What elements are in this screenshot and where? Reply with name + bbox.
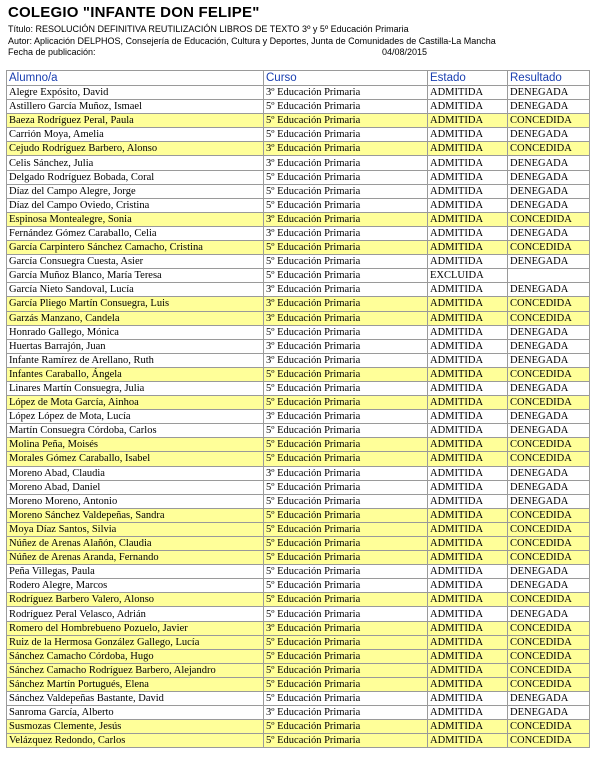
cell-resultado: CONCEDIDA	[508, 367, 590, 381]
cell-estado: ADMITIDA	[428, 100, 508, 114]
cell-estado: EXCLUIDA	[428, 269, 508, 283]
cell-alumno: Peña Villegas, Paula	[7, 565, 264, 579]
cell-alumno: García Pliego Martín Consuegra, Luis	[7, 297, 264, 311]
cell-alumno: Núñez de Arenas Aranda, Fernando	[7, 551, 264, 565]
table-row	[7, 593, 590, 607]
cell-alumno: Moreno Abad, Daniel	[7, 480, 264, 494]
cell-resultado: DENEGADA	[508, 480, 590, 494]
cell-alumno: Infante Ramírez de Arellano, Ruth	[7, 353, 264, 367]
table-row	[7, 579, 590, 593]
cell-curso: 5º Educación Primaria	[264, 508, 428, 522]
cell-alumno: Molina Peña, Moisés	[7, 438, 264, 452]
cell-resultado: CONCEDIDA	[508, 311, 590, 325]
cell-alumno: López López de Mota, Lucía	[7, 410, 264, 424]
table-row	[7, 551, 590, 565]
cell-resultado: DENEGADA	[508, 579, 590, 593]
cell-alumno: Ruiz de la Hermosa González Gallego, Lucía	[7, 635, 264, 649]
table-row	[7, 424, 590, 438]
cell-curso: 3º Educación Primaria	[264, 410, 428, 424]
table-header-row	[7, 71, 590, 86]
cell-estado: ADMITIDA	[428, 480, 508, 494]
table-row	[7, 522, 590, 536]
cell-alumno: Garzás Manzano, Candela	[7, 311, 264, 325]
cell-curso: 3º Educación Primaria	[264, 297, 428, 311]
table-row	[7, 607, 590, 621]
cell-estado: ADMITIDA	[428, 720, 508, 734]
cell-alumno: Rodríguez Peral Velasco, Adrián	[7, 607, 264, 621]
cell-estado: ADMITIDA	[428, 706, 508, 720]
cell-curso: 5º Educación Primaria	[264, 677, 428, 691]
cell-estado: ADMITIDA	[428, 325, 508, 339]
table-row	[7, 621, 590, 635]
cell-curso: 5º Educación Primaria	[264, 170, 428, 184]
cell-curso: 5º Educación Primaria	[264, 255, 428, 269]
publication-date-label: Fecha de publicación:	[8, 47, 96, 57]
cell-resultado: DENEGADA	[508, 255, 590, 269]
cell-alumno: Moya Díaz Santos, Silvia	[7, 522, 264, 536]
document-author: Autor: Aplicación DELPHOS, Consejería de Educación, Cultura y Deportes, Junta de Comunidades de Castilla-La Mancha	[8, 36, 496, 46]
cell-curso: 5º Educación Primaria	[264, 720, 428, 734]
cell-alumno: Linares Martín Consuegra, Julia	[7, 381, 264, 395]
cell-resultado: CONCEDIDA	[508, 621, 590, 635]
cell-alumno: Huertas Barrajón, Juan	[7, 339, 264, 353]
cell-resultado: CONCEDIDA	[508, 508, 590, 522]
table-row	[7, 396, 590, 410]
table-row	[7, 677, 590, 691]
cell-alumno: Díaz del Campo Alegre, Jorge	[7, 184, 264, 198]
cell-resultado: DENEGADA	[508, 381, 590, 395]
cell-alumno: Moreno Sánchez Valdepeñas, Sandra	[7, 508, 264, 522]
cell-estado: ADMITIDA	[428, 339, 508, 353]
cell-resultado: CONCEDIDA	[508, 212, 590, 226]
cell-resultado: CONCEDIDA	[508, 720, 590, 734]
cell-curso: 3º Educación Primaria	[264, 156, 428, 170]
table-row	[7, 114, 590, 128]
cell-resultado: DENEGADA	[508, 325, 590, 339]
cell-resultado: CONCEDIDA	[508, 551, 590, 565]
cell-resultado: DENEGADA	[508, 424, 590, 438]
cell-resultado: DENEGADA	[508, 226, 590, 240]
cell-estado: ADMITIDA	[428, 128, 508, 142]
cell-estado: ADMITIDA	[428, 283, 508, 297]
cell-resultado: CONCEDIDA	[508, 663, 590, 677]
column-header-resultado: Resultado	[508, 71, 590, 86]
cell-curso: 5º Educación Primaria	[264, 635, 428, 649]
cell-resultado: DENEGADA	[508, 198, 590, 212]
table-row	[7, 283, 590, 297]
table-row	[7, 184, 590, 198]
cell-estado: ADMITIDA	[428, 635, 508, 649]
table-row	[7, 480, 590, 494]
cell-estado: ADMITIDA	[428, 142, 508, 156]
cell-curso: 5º Educación Primaria	[264, 649, 428, 663]
cell-estado: ADMITIDA	[428, 156, 508, 170]
cell-curso: 3º Educación Primaria	[264, 212, 428, 226]
table-row	[7, 311, 590, 325]
cell-resultado: CONCEDIDA	[508, 522, 590, 536]
cell-resultado: CONCEDIDA	[508, 396, 590, 410]
cell-estado: ADMITIDA	[428, 593, 508, 607]
cell-resultado: CONCEDIDA	[508, 297, 590, 311]
cell-alumno: Fernández Gómez Caraballo, Celia	[7, 226, 264, 240]
table-row	[7, 353, 590, 367]
cell-resultado: CONCEDIDA	[508, 114, 590, 128]
table-row	[7, 649, 590, 663]
cell-curso: 5º Educación Primaria	[264, 128, 428, 142]
cell-estado: ADMITIDA	[428, 114, 508, 128]
cell-curso: 3º Educación Primaria	[264, 339, 428, 353]
cell-alumno: Sánchez Camacho Rodríguez Barbero, Alejandro	[7, 663, 264, 677]
cell-alumno: Carrión Moya, Amelia	[7, 128, 264, 142]
cell-alumno: Díaz del Campo Oviedo, Cristina	[7, 198, 264, 212]
cell-resultado: DENEGADA	[508, 100, 590, 114]
cell-estado: ADMITIDA	[428, 537, 508, 551]
cell-resultado: DENEGADA	[508, 128, 590, 142]
column-header-estado: Estado	[428, 71, 508, 86]
cell-curso: 5º Educación Primaria	[264, 537, 428, 551]
cell-alumno: García Muñoz Blanco, María Teresa	[7, 269, 264, 283]
table-row	[7, 466, 590, 480]
cell-estado: ADMITIDA	[428, 212, 508, 226]
cell-estado: ADMITIDA	[428, 494, 508, 508]
cell-alumno: Cejudo Rodríguez Barbero, Alonso	[7, 142, 264, 156]
cell-resultado: DENEGADA	[508, 565, 590, 579]
cell-estado: ADMITIDA	[428, 353, 508, 367]
cell-resultado: DENEGADA	[508, 184, 590, 198]
table-row	[7, 410, 590, 424]
cell-resultado: DENEGADA	[508, 692, 590, 706]
cell-estado: ADMITIDA	[428, 438, 508, 452]
cell-curso: 5º Educación Primaria	[264, 438, 428, 452]
cell-curso: 5º Educación Primaria	[264, 198, 428, 212]
table-row	[7, 565, 590, 579]
cell-resultado: DENEGADA	[508, 410, 590, 424]
cell-curso: 3º Educación Primaria	[264, 283, 428, 297]
cell-alumno: Romero del Hombrebueno Pozuelo, Javier	[7, 621, 264, 635]
cell-estado: ADMITIDA	[428, 255, 508, 269]
cell-estado: ADMITIDA	[428, 184, 508, 198]
cell-resultado: DENEGADA	[508, 86, 590, 100]
cell-curso: 3º Educación Primaria	[264, 86, 428, 100]
cell-alumno: Infantes Caraballo, Ángela	[7, 367, 264, 381]
cell-curso: 3º Educación Primaria	[264, 621, 428, 635]
cell-estado: ADMITIDA	[428, 367, 508, 381]
cell-alumno: Espinosa Montealegre, Sonia	[7, 212, 264, 226]
cell-alumno: Delgado Rodríguez Bobada, Coral	[7, 170, 264, 184]
cell-curso: 5º Educación Primaria	[264, 367, 428, 381]
table-row	[7, 339, 590, 353]
cell-curso: 5º Educación Primaria	[264, 593, 428, 607]
cell-curso: 5º Educación Primaria	[264, 100, 428, 114]
cell-resultado: DENEGADA	[508, 607, 590, 621]
cell-estado: ADMITIDA	[428, 522, 508, 536]
cell-estado: ADMITIDA	[428, 565, 508, 579]
cell-resultado	[508, 269, 590, 283]
cell-resultado: CONCEDIDA	[508, 593, 590, 607]
cell-resultado: DENEGADA	[508, 283, 590, 297]
table-row	[7, 325, 590, 339]
cell-curso: 5º Educación Primaria	[264, 424, 428, 438]
table-row	[7, 297, 590, 311]
cell-resultado: CONCEDIDA	[508, 142, 590, 156]
cell-alumno: Sánchez Martín Portugués, Elena	[7, 677, 264, 691]
cell-alumno: López de Mota García, Ainhoa	[7, 396, 264, 410]
cell-alumno: Susmozas Clemente, Jesús	[7, 720, 264, 734]
table-row	[7, 508, 590, 522]
cell-alumno: Astillero García Muñoz, Ismael	[7, 100, 264, 114]
cell-alumno: Martín Consuegra Córdoba, Carlos	[7, 424, 264, 438]
cell-curso: 5º Educación Primaria	[264, 522, 428, 536]
cell-estado: ADMITIDA	[428, 86, 508, 100]
table-row	[7, 635, 590, 649]
cell-curso: 5º Educación Primaria	[264, 480, 428, 494]
table-row	[7, 734, 590, 748]
cell-curso: 5º Educación Primaria	[264, 269, 428, 283]
table-row	[7, 198, 590, 212]
cell-curso: 3º Educación Primaria	[264, 311, 428, 325]
cell-estado: ADMITIDA	[428, 424, 508, 438]
cell-estado: ADMITIDA	[428, 381, 508, 395]
cell-alumno: García Nieto Sandoval, Lucía	[7, 283, 264, 297]
table-row	[7, 212, 590, 226]
cell-resultado: CONCEDIDA	[508, 635, 590, 649]
cell-curso: 3º Educación Primaria	[264, 353, 428, 367]
document-title: COLEGIO "INFANTE DON FELIPE"	[8, 4, 260, 21]
cell-estado: ADMITIDA	[428, 579, 508, 593]
cell-resultado: CONCEDIDA	[508, 452, 590, 466]
cell-curso: 5º Educación Primaria	[264, 607, 428, 621]
cell-resultado: CONCEDIDA	[508, 438, 590, 452]
cell-alumno: García Consuegra Cuesta, Asier	[7, 255, 264, 269]
cell-estado: ADMITIDA	[428, 734, 508, 748]
cell-resultado: DENEGADA	[508, 339, 590, 353]
cell-resultado: CONCEDIDA	[508, 241, 590, 255]
cell-alumno: Rodríguez Barbero Valero, Alonso	[7, 593, 264, 607]
table-row	[7, 720, 590, 734]
cell-resultado: DENEGADA	[508, 156, 590, 170]
cell-alumno: Baeza Rodríguez Peral, Paula	[7, 114, 264, 128]
table-row	[7, 537, 590, 551]
table-row	[7, 86, 590, 100]
cell-alumno: Alegre Expósito, David	[7, 86, 264, 100]
table-row	[7, 452, 590, 466]
cell-curso: 5º Educación Primaria	[264, 734, 428, 748]
table-row	[7, 170, 590, 184]
cell-estado: ADMITIDA	[428, 649, 508, 663]
cell-curso: 3º Educación Primaria	[264, 226, 428, 240]
cell-estado: ADMITIDA	[428, 452, 508, 466]
cell-curso: 5º Educación Primaria	[264, 396, 428, 410]
cell-curso: 5º Educación Primaria	[264, 241, 428, 255]
cell-curso: 5º Educación Primaria	[264, 551, 428, 565]
cell-alumno: García Carpintero Sánchez Camacho, Cristina	[7, 241, 264, 255]
cell-resultado: DENEGADA	[508, 170, 590, 184]
cell-estado: ADMITIDA	[428, 410, 508, 424]
cell-estado: ADMITIDA	[428, 170, 508, 184]
cell-resultado: DENEGADA	[508, 494, 590, 508]
cell-curso: 5º Educación Primaria	[264, 114, 428, 128]
cell-alumno: Velázquez Redondo, Carlos	[7, 734, 264, 748]
table-row	[7, 255, 590, 269]
cell-alumno: Sánchez Valdepeñas Bastante, David	[7, 692, 264, 706]
cell-alumno: Celis Sánchez, Julia	[7, 156, 264, 170]
cell-estado: ADMITIDA	[428, 692, 508, 706]
cell-estado: ADMITIDA	[428, 198, 508, 212]
cell-alumno: Sanroma García, Alberto	[7, 706, 264, 720]
column-header-alumno: Alumno/a	[7, 71, 264, 86]
cell-curso: 5º Educación Primaria	[264, 381, 428, 395]
cell-estado: ADMITIDA	[428, 508, 508, 522]
cell-alumno: Honrado Gallego, Mónica	[7, 325, 264, 339]
table-row	[7, 494, 590, 508]
cell-estado: ADMITIDA	[428, 663, 508, 677]
cell-alumno: Sánchez Camacho Córdoba, Hugo	[7, 649, 264, 663]
cell-curso: 3º Educación Primaria	[264, 142, 428, 156]
cell-resultado: DENEGADA	[508, 466, 590, 480]
cell-estado: ADMITIDA	[428, 241, 508, 255]
cell-curso: 5º Educación Primaria	[264, 565, 428, 579]
cell-resultado: CONCEDIDA	[508, 734, 590, 748]
cell-estado: ADMITIDA	[428, 311, 508, 325]
cell-estado: ADMITIDA	[428, 621, 508, 635]
table-row	[7, 706, 590, 720]
table-row	[7, 381, 590, 395]
cell-resultado: CONCEDIDA	[508, 677, 590, 691]
publication-date-value: 04/08/2015	[382, 47, 428, 57]
cell-alumno: Morales Gómez Caraballo, Isabel	[7, 452, 264, 466]
cell-resultado: CONCEDIDA	[508, 649, 590, 663]
cell-curso: 5º Educación Primaria	[264, 692, 428, 706]
cell-estado: ADMITIDA	[428, 226, 508, 240]
cell-curso: 5º Educación Primaria	[264, 452, 428, 466]
table-row	[7, 692, 590, 706]
table-row	[7, 142, 590, 156]
table-row	[7, 156, 590, 170]
table-row	[7, 367, 590, 381]
cell-resultado: DENEGADA	[508, 353, 590, 367]
table-row	[7, 241, 590, 255]
cell-curso: 5º Educación Primaria	[264, 494, 428, 508]
cell-alumno: Moreno Abad, Claudia	[7, 466, 264, 480]
table-row	[7, 226, 590, 240]
table-row	[7, 128, 590, 142]
table-row	[7, 100, 590, 114]
cell-estado: ADMITIDA	[428, 677, 508, 691]
cell-curso: 5º Educación Primaria	[264, 663, 428, 677]
cell-alumno: Rodero Alegre, Marcos	[7, 579, 264, 593]
document-subtitle: Título: RESOLUCIÓN DEFINITIVA REUTILIZACIÓN LIBROS DE TEXTO 3º y 5º Educación Primaria	[8, 24, 409, 34]
cell-alumno: Moreno Moreno, Antonio	[7, 494, 264, 508]
table-row	[7, 269, 590, 283]
cell-estado: ADMITIDA	[428, 607, 508, 621]
cell-estado: ADMITIDA	[428, 551, 508, 565]
cell-curso: 5º Educación Primaria	[264, 325, 428, 339]
cell-estado: ADMITIDA	[428, 297, 508, 311]
table-row	[7, 663, 590, 677]
cell-curso: 3º Educación Primaria	[264, 706, 428, 720]
cell-estado: ADMITIDA	[428, 466, 508, 480]
cell-resultado: DENEGADA	[508, 706, 590, 720]
cell-alumno: Núñez de Arenas Alañón, Claudia	[7, 537, 264, 551]
table-row	[7, 438, 590, 452]
column-header-curso: Curso	[264, 71, 428, 86]
cell-curso: 5º Educación Primaria	[264, 579, 428, 593]
cell-curso: 3º Educación Primaria	[264, 466, 428, 480]
cell-estado: ADMITIDA	[428, 396, 508, 410]
cell-curso: 5º Educación Primaria	[264, 184, 428, 198]
results-table	[6, 70, 590, 748]
cell-resultado: CONCEDIDA	[508, 537, 590, 551]
